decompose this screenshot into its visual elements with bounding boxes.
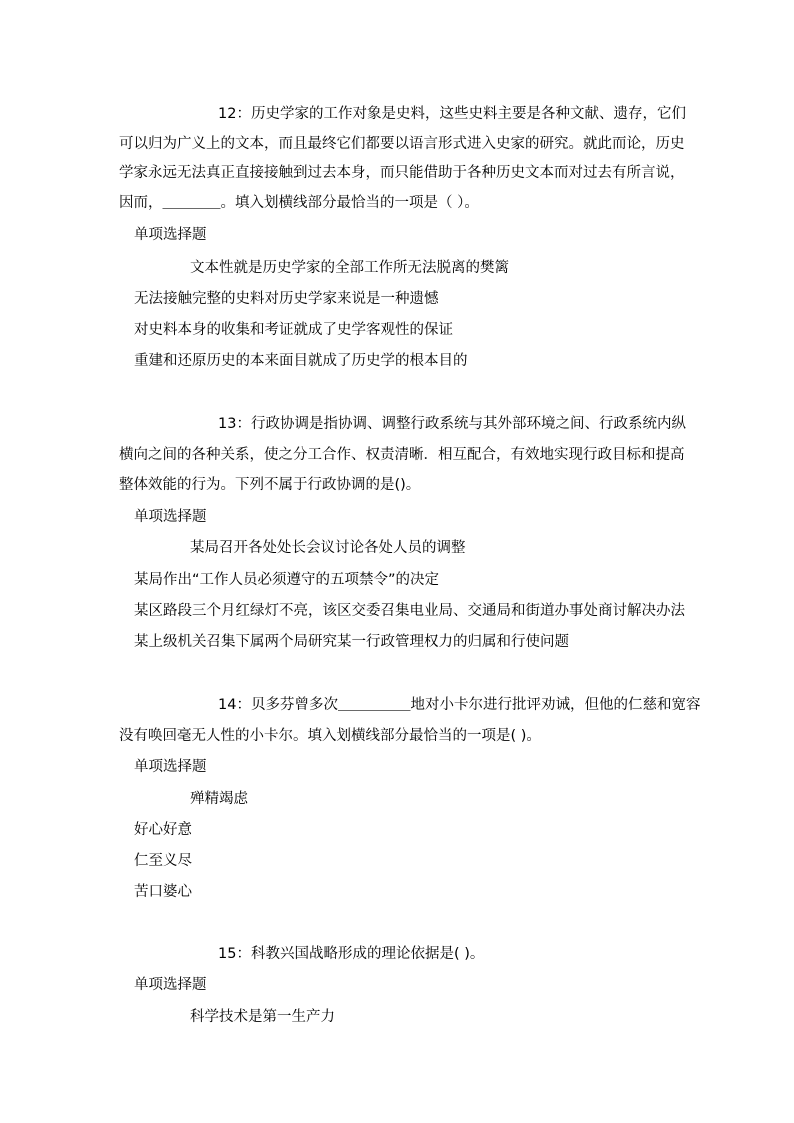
question-type-label: 单项选择题 [134, 977, 207, 993]
option-c: 仁至义尽 [134, 853, 192, 869]
option-d: 某上级机关召集下属两个局研究某一行政管理权力的归属和行使问题 [134, 634, 569, 650]
question-type-label: 单项选择题 [134, 509, 207, 525]
question-text-line: 14：贝多芬曾多次＿＿＿＿＿地对小卡尔进行批评劝诫，但他的仁慈和宽容 [218, 697, 701, 713]
option-a: 某局召开各处处长会议讨论各处人员的调整 [190, 540, 466, 556]
option-b: 无法接触完整的史料对历史学家来说是一种遗憾 [134, 291, 439, 307]
question-type-label: 单项选择题 [134, 759, 207, 775]
question-text-line: 可以归为广义上的文本，而且最终它们都要以语言形式进入史家的研究。就此而论，历史 [119, 136, 685, 152]
question-text-line: 12：历史学家的工作对象是史料，这些史料主要是各种文献、遗存，它们 [218, 106, 686, 122]
question-text-line: 因而，＿＿＿＿。填入划横线部分最恰当的一项是（ ）。 [119, 195, 479, 211]
question-text-line: 没有唤回毫无人性的小卡尔。填入划横线部分最恰当的一项是( )。 [119, 728, 541, 744]
option-a: 殚精竭虑 [190, 791, 248, 807]
question-text-line: 13：行政协调是指协调、调整行政系统与其外部环境之间、行政系统内纵 [218, 416, 686, 432]
option-b: 某局作出“工作人员必须遵守的五项禁令”的决定 [134, 572, 440, 588]
option-d: 重建和还原历史的本来面目就成了历史学的根本目的 [134, 353, 468, 369]
question-text-line: 横向之间的各种关系，使之分工合作、权责清晰．相互配合，有效地实现行政目标和提高 [119, 447, 685, 463]
option-d: 苦口婆心 [134, 884, 192, 900]
question-text-line: 整体效能的行为。下列不属于行政协调的是()。 [119, 477, 421, 493]
option-b: 好心好意 [134, 822, 192, 838]
option-c: 对史料本身的收集和考证就成了史学客观性的保证 [134, 322, 453, 338]
option-a: 文本性就是历史学家的全部工作所无法脱离的樊篱 [190, 260, 509, 276]
question-text-line: 15：科教兴国战略形成的理论依据是( )。 [218, 946, 485, 962]
option-a: 科学技术是第一生产力 [190, 1009, 335, 1025]
question-text-line: 学家永远无法真正直接接触到过去本身，而只能借助于各种历史文本而对过去有所言说， [119, 165, 685, 181]
option-c: 某区路段三个月红绿灯不亮，该区交委召集电业局、交通局和街道办事处商讨解决办法 [134, 603, 685, 619]
question-type-label: 单项选择题 [134, 227, 207, 243]
